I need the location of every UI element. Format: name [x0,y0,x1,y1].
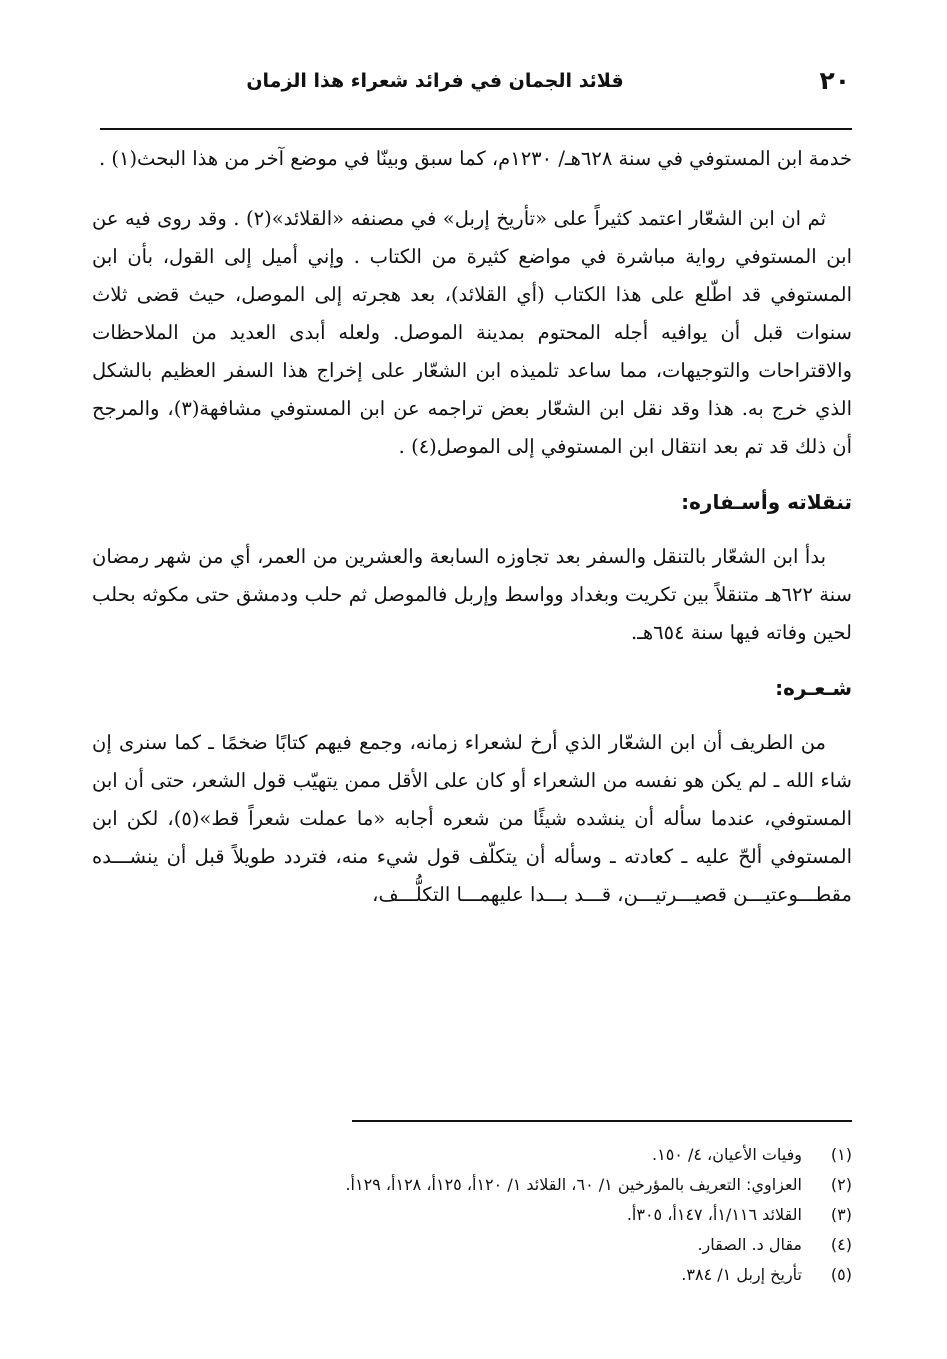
footnote-text: العزاوي: التعريف بالمؤرخين ١/ ٦٠، القلائد ١/ ١٢٠أ، ١٢٥أ، ١٢٨أ، ١٢٩أ. [345,1175,802,1194]
footnote-rule [352,1120,852,1122]
section-heading-travels: تنقلاته وأسـفاره: [681,490,852,514]
footnote-number: (٢) [830,1175,852,1194]
page-number: ٢٠ [819,66,850,95]
footnote-item [92,1200,852,1230]
footnote-number: (٤) [830,1235,852,1254]
paragraph-2: ثم ان ابن الشعّار اعتمد كثيراً على «تأريخ إربل» في مصنفه «القلائد»(٢) . وقد روى فيه عن ابن المستوفي رواية مباشرة في مواضع كثيرة من الكتاب . وإني أميل إلى القول، بأن ابن المستوفي قد اطّلع على هذا الكتاب (أي القلائد)، بعد هجرته إلى الموصل، حيث قضى ثلاث سنوات قبل أن يوافيه أجله المحتوم بمدينة الموصل. ولعله أبدى العديد من الملاحظات والاقتراحات والتوجيهات، مما ساعد تلميذه ابن الشعّار على إخراج هذا السفر العظيم بالشكل الذي خرج به. هذا وقد نقل ابن الشعّار بعض تراجمه عن ابن المستوفي مشافهة(٣)، والمرجح أن ذلك قد تم بعد انتقال ابن المستوفي إلى الموصل(٤) . [92,207,852,458]
header-rule [100,128,852,130]
footnote-item [92,1230,852,1260]
paragraph-1: خدمة ابن المستوفي في سنة ٦٢٨هـ/ ١٢٣٠م، كما سبق وبينّا في موضع آخر من هذا البحث(١) . [98,147,852,170]
footnote-text: تأريخ إربل ١/ ٣٨٤. [681,1265,802,1284]
footnote-text: مقال د. الصقار. [697,1235,802,1254]
paragraph-3: بدأ ابن الشعّار بالتنقل والسفر بعد تجاوزه السابعة والعشرين من العمر، أي من شهر رمضان سنة ٦٢٢هـ متنقلاً بين تكريت وبغداد وواسط وإربل فالموصل ثم حلب ودمشق حتى مكوثه بحلب لحين وفاته فيها سنة ٦٥٤هـ. [92,545,852,644]
footnote-item [92,1260,852,1290]
footnote-number: (١) [830,1145,852,1164]
section-heading-poetry: شـعـره: [775,676,852,700]
book-title: قلائد الجمان في فرائد شعراء هذا الزمان [246,70,624,92]
paragraph-4: من الطريف أن ابن الشعّار الذي أرخ لشعراء زمانه، وجمع فيهم كتابًا ضخمًا ـ كما سنرى إن شاء الله ـ لم يكن هو نفسه من الشعراء أو كان على الأقل ممن يتهيّب قول الشعر، حتى أن ابن المستوفي، عندما سأله أن ينشده شيئًا من شعره أجابه «ما عملت شعراً قط»(٥)، لكن ابن المستوفي ألحّ عليه ـ كعادته ـ وسأله أن يتكلّف قول شيء منه، فتردد طويلاً قبل أن ينشـــده مقطـــوعتيـــن قصيـــرتيـــن، قـــد بـــدا عليهمـــا التكلُّـــف، [92,731,852,906]
footnotes [92,1140,852,1290]
footnote-item [92,1140,852,1170]
footnote-number: (٥) [830,1265,852,1284]
footnote-item [92,1170,852,1200]
footnote-number: (٣) [830,1205,852,1224]
footnote-text: القلائد ١/١١٦أ، ١٤٧أ، ٣٠٥أ. [626,1205,802,1224]
running-header [100,62,850,102]
footnote-text: وفيات الأعيان، ٤/ ١٥٠. [652,1145,802,1164]
main-text [92,140,852,914]
